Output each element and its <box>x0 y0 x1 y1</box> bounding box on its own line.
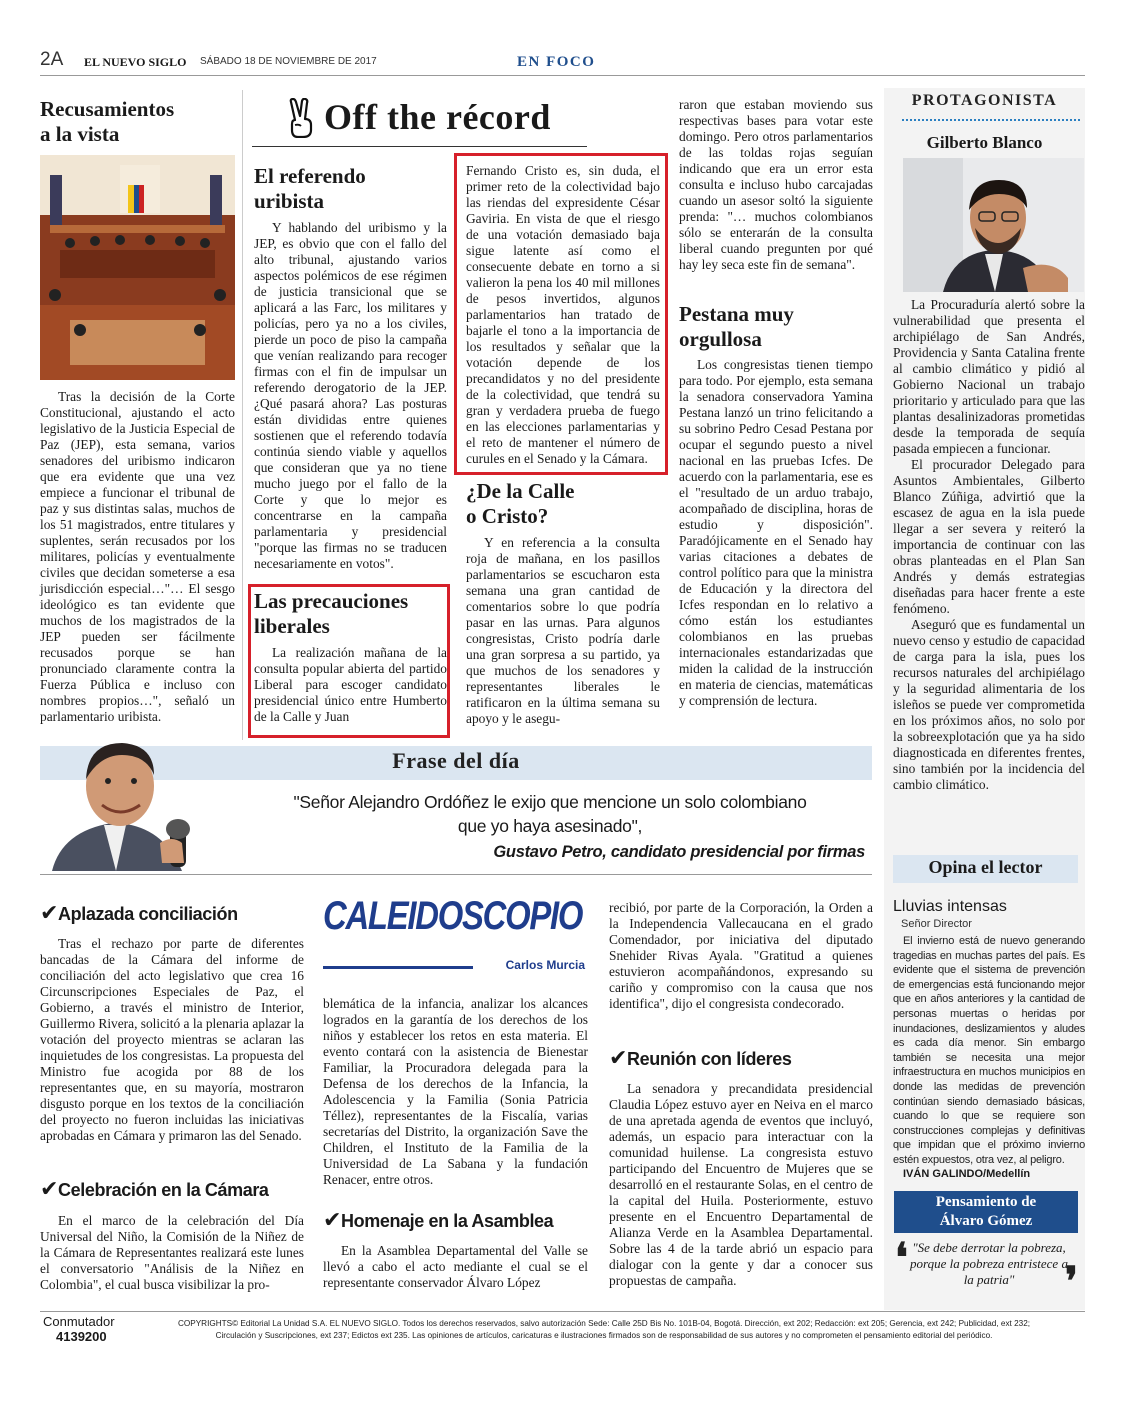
column-rule-1 <box>242 90 243 740</box>
precauciones-body: La realización mañana de la consulta popular abierta del partido Liberal para escoger candidato presidencial único entre Humberto de la Calle y Juan <box>254 645 447 724</box>
referendo-title: El referendo uribista <box>254 164 366 213</box>
caleidoscopio-author: Carlos Murcia <box>505 958 585 972</box>
frase-quote: "Señor Alejandro Ordóñez le exijo que mencione un solo colombiano que yo haya asesinado", <box>293 792 807 836</box>
reunion-heading: ✔Reunión con líderes <box>609 1045 792 1070</box>
col4-continuation: raron que estaban moviendo sus respectivas bases para votar este domingo. Pero otros parlamentarios de las toldas rojas seguían indicando que era un error esta consulta e incluso hubo carcajadas cuando un asesor soltó la siguiente prenda: "… muchos colombianos sólo se enterarán de la consulta liberal cuando pregunten por qué hay ley seca este fin de semana". <box>679 97 873 272</box>
protagonista-label: PROTAGONISTA <box>911 92 1058 109</box>
conmutador-number: 4139200 <box>56 1329 107 1344</box>
conmutador-label: Conmutador <box>43 1314 115 1329</box>
opina-body: El invierno está de nuevo generando tragedias en muchas partes del país. Es evidente que el sistema de prevención de emergencias está funcionando mejor que en años anteriores y la cantidad de personas muertas o heridas por inundaciones, deslizamientos y aludes es cada día menor. Sin embargo también se necesita una mejor infraestructura en muchos municipios en donde las medidas de prevención continúan siendo demasiado básicas, cuando lo que se requiere son construcciones complejas y definitivas que impidan que el próximo invierno estén expuestos, otra vez, al peligro. <box>893 935 1085 1166</box>
protagonista-name: Gilberto Blanco <box>926 133 1043 152</box>
aplazada-body: Tras el rechazo por parte de diferentes bancadas de la Cámara del informe de conciliación del acto legislativo que crea 16 Circunscripciones Especiales de Paz, el Gobierno, a través el ministro de Interior, Guillermo Rivera, solicitó a la plenaria aplazar la votación del proyecto mientras se aclaran las inquietudes de los congresistas. La propuesta del Ministro fue acogida por 88 de los representantes que, en su mayoría, mostraron disgusto porque en los textos de la conciliación del proyecto no fueron incluidas las iniciativas aprobadas en Cámara y primaron las del Senado. <box>40 936 304 1143</box>
pestana-body: Los congresistas tienen tiempo para todo. Por ejemplo, esta semana la senadora conservadora Yamina Pestana lanzó un trino felicitando a su sobrino Pedro Cesad Pestana por ocupar el segundo puesto a nivel nacional en las pruebas Icfes. De acuerdo con la parlamentaria, ese es el "resultado de un arduo trabajo, acompañado de disciplina, horas de estudio y disposición". Paradójicamente en el Senado hay varias citaciones a debates de control político para que la ministra de Educación y la directora del Icfes respondan en lo relativo a cómo están los estudiantes colombianos en las pruebas internacionales estandarizadas que miden la calidad de la instrucción en materia de ciencias, matemáticas y comprensión de lectura. <box>679 357 873 708</box>
section-name: EN FOCO <box>517 54 596 70</box>
celebracion-heading: ✔Celebración en la Cámara <box>40 1176 269 1201</box>
off-the-record-title: Off the récord <box>324 97 551 137</box>
caleidoscopio-body: blemática de la infancia, analizar los alcances logrados en la garantía de los derechos de los niños y establecer los retos en esta materia. El evento contará con la asistencia de Bienestar Familiar, la Procuradora delegada para la Defensa de los derechos de la Infancia, la Adolescencia y la Familia (Sonia Patricia Téllez), representantes de la Fiscalía, varias secretarías del Distrito, la organización Save the Children, el Instituto de la Familia de la Universidad de La Sabana y la fundación Renacer, entre otros. <box>323 996 588 1187</box>
pensamiento-title: Pensamiento de Álvaro Gómez <box>935 1194 1037 1229</box>
pensamiento-quote: "Se debe derrotar la pobreza, porque la pobreza entristece a la patria" <box>910 1240 1068 1287</box>
opina-signature: IVÁN GALINDO/Medellín <box>903 1168 1031 1180</box>
cristo-body: Fernando Cristo es, sin duda, el primer reto de la colectividad bajo las riendas del expresidente César Gaviria. En vista de que el riesgo de una votación demasiado baja sigue latente así como el consecuente debate en torno a si valieron la pena los 40 mil millones de pesos invertidos, algunos parlamentarios han tratado de bajarle el tono a la importancia de los resultados y señalar que la votación depende de los precandidatos y no del presidente de la colectividad, que tendrá su gran y verdadera prueba de fuego en las elecciones parlamentarias y el reto de mantener el número de curules en el Senado y la Cámara. <box>466 163 660 466</box>
decalle-body: Y en referencia a la consulta roja de mañana, en los pasillos parlamentarios se escucharon esta semana una gran cantidad de comentarios sobre lo que podría pasar en las urnas. Para algunos congresistas, Cristo podría darle una gran sorpresa a su partido, ya que muchos de los senadores y representantes liberales le ratificaron en la última semana su apoyo y le asegu- <box>466 535 660 726</box>
caleidoscopio-rule <box>323 966 473 969</box>
opina-title: Lluvias intensas <box>893 898 1007 915</box>
frase-title: Frase del día <box>392 748 520 773</box>
victory-hand-icon <box>286 98 316 142</box>
caleidoscopio-title: CALEIDOSCOPIO <box>323 894 583 938</box>
checkmark-icon: ✔ <box>40 900 59 925</box>
referendo-body: Y hablando del uribismo y la JEP, es obvio que con el fallo del alto tribunal, ajustando varios aspectos polémicos de ese régimen de justicia transicional que se aplicará a las Farc, los militares y policías, pero ya no a los civiles, pierde un poco de piso la campaña que venían realizando para recoger firmas con el fin de impulsar un referendo derogatorio de la JEP. ¿Qué pasará ahora? Las posturas están divididas entre quienes sostienen que el referendo todavía continúa siendo viable y aquellos que consideran que ya no tiene mucho juego por el fallo de la Corte y que lo mejor es concentrarse en la campaña parlamentaria y presidencial "porque las firmas no se traducen necesariamente en votos". <box>254 220 447 571</box>
recusamientos-body: Tras la decisión de la Corte Constitucional, ajustando el acto legislativo de la Justicia Especial de Paz (JEP), esta semana, varios senadores del uribismo indicaron que era evidente que una vez empiece a funcionar el tribunal de paz y sus distintas salas, muchos de los 51 magistrados, entre titulares y suplentes, serán recusados por los militares, policías y eventualmente civiles que decidan someterse a esa jurisdicción especial…"… El sesgo ideológico es tan evidente que muchos de los magistrados de la JEP pueden ser fácilmente recusados porque se han pronunciado claramente contra la Fuerza Pública e incluso con nombres propios…", señaló un parlamentario uribista. <box>40 389 235 724</box>
masthead-date: SÁBADO 18 DE NOVIEMBRE DE 2017 <box>200 56 377 67</box>
homenaje-heading: ✔Homenaje en la Asamblea <box>323 1207 554 1232</box>
page-number: 2A <box>40 49 64 70</box>
gustavo-petro-photo <box>42 731 212 871</box>
pestana-title: Pestana muy orgullosa <box>679 302 794 351</box>
checkmark-icon: ✔ <box>323 1207 342 1232</box>
checkmark-icon: ✔ <box>40 1176 59 1201</box>
footer-legal: COPYRIGHTS© Editorial La Unidad S.A. EL NUEVO SIGLO. Todos los derechos reservados, salvo autorización Sede: Calle 25D Bis No. 101B-04, Bogotá. Dirección, ext 202; Redacción: ext 205; Gerencia, ext 242; Publicidad, ext 232; Circulación y Suscripciones, ext 237; Edictos ext 235. Las opiniones de artículos, caricaturas e ilustraciones firmados son de responsabilidad de sus autores y no comprometen el pensamiento editorial del periódico. <box>177 1319 1031 1340</box>
opina-salutation: Señor Director <box>901 918 972 930</box>
header-rule <box>40 75 1085 76</box>
masthead-name: EL NUEVO SIGLO <box>84 55 187 69</box>
precauciones-title: Las precauciones liberales <box>254 589 409 638</box>
close-quote-icon: ❜ <box>1065 1259 1078 1304</box>
aplazada-heading: ✔Aplazada conciliación <box>40 900 238 925</box>
opina-label: Opina el lector <box>928 857 1043 877</box>
homenaje-body: En la Asamblea Departamental del Valle se llevó a cabo el acto mediante el cual se el representante conservador Álvaro López <box>323 1243 588 1290</box>
col3b-continuation: recibió, por parte de la Corporación, la Orden a la Independencia Vallecaucana en el grado Comendador, por iniciativa del diputado Snehider Rivas Ayala. "Gratitud a quienes estuvieron acompañándonos, expresando su cariño y compromiso con la causa que nos identifica", dijo el congresista condecorado. <box>609 900 873 1011</box>
frase-author: Gustavo Petro, candidato presidencial por firmas <box>493 843 865 861</box>
protagonista-dotted-rule <box>902 119 1080 121</box>
off-record-rule <box>252 146 587 147</box>
celebracion-body: En el marco de la celebración del Día Universal del Niño, la Comisión de la Niñez de la Cámara de Representantes realizará este lunes el conversatorio "Análisis de la Niñez en Colombia", el cual busca visibilizar la pro- <box>40 1213 304 1292</box>
recusamientos-title: Recusamientos a la vista <box>40 97 175 146</box>
open-quote-icon: ❛ <box>895 1235 908 1280</box>
court-session-photo <box>40 155 235 380</box>
decalle-title: ¿De la Calle o Cristo? <box>466 479 575 528</box>
footer-rule <box>40 1311 1085 1312</box>
gilberto-blanco-photo <box>903 158 1084 292</box>
reunion-body: La senadora y precandidata presidencial Claudia López estuvo ayer en Neiva en el marco de una apretada agenda de eventos que incluyó, además, un espacio para interactuar con la comunidad huilense. La congresista estuvo participando del Encuentro de Mujeres que se desarrolló en el restaurante Solas, en el centro de la capital del Huila. Posteriormente, estuvo presente en el Encuentro Departamental de Alianza Verde en la Asamblea Departamental. Sobre las 4 de la tarde abrió un espacio para dialogar con la gente y dar a conocer sus propuestas de campaña. <box>609 1081 873 1288</box>
protagonista-body: La Procuraduría alertó sobre la vulnerabilidad que presenta el archipiélago de San Andrés, Providencia y Santa Catalina frente al cambio climático y pidió al Gobierno Nacional un trabajo prioritario y articulado para que las plantas desalinizadoras prometidas desde la temporada de sequía pasada empiecen a funcionar. El procurador Delegado para Asuntos Ambientales, Gilberto Blanco Zúñiga, advirtió que la escasez de agua en la isla puede llegar a ser severa y reiteró la importancia de continuar con las obras planteadas en el Plan San Andrés y demás estrategias diseñadas para hacer frente a este fenómeno. Aseguró que es fundamental un nuevo censo y estudio de capacidad de carga para la isla, pues los recursos naturales del archipiélago y la seguridad alimentaria de los isleños se puede ver comprometida en los próximos años, no solo por la sobreexplotación que ya ha sido diagnosticada en diferentes frentes, sino también por la incidencia del cambio climático. <box>893 297 1085 792</box>
checkmark-icon: ✔ <box>609 1045 628 1070</box>
